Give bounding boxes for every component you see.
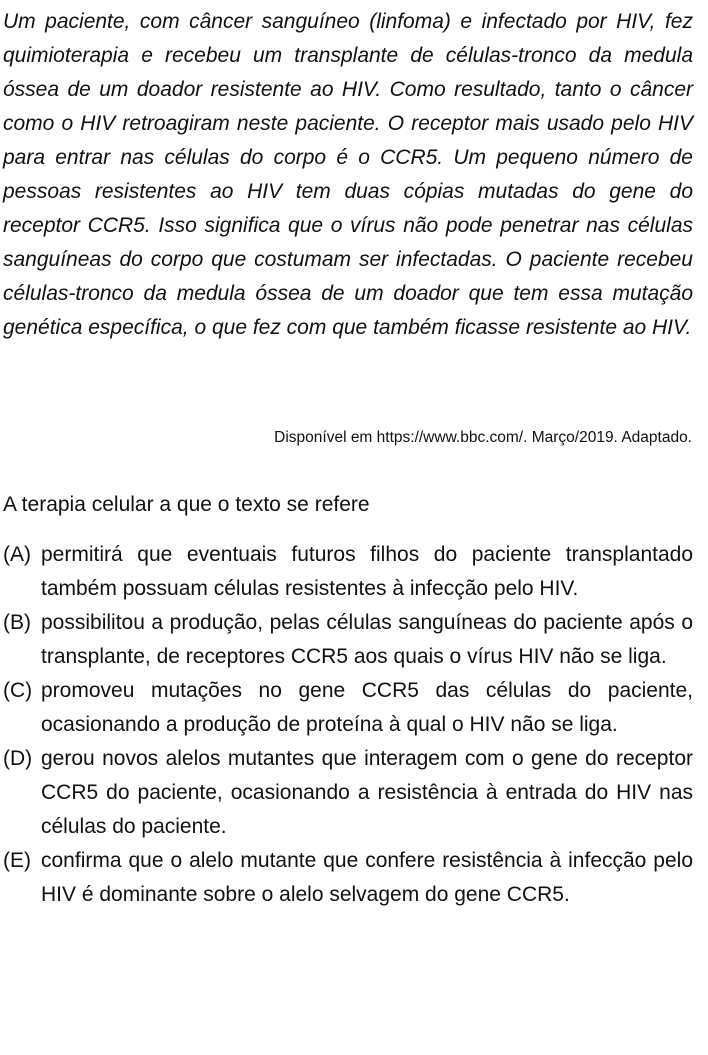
option-text: gerou novos alelos mutantes que interagem com o gene do receptor CCR5 do paciente, ocasionando a resistência à entrada do HIV nas células do paciente. (41, 747, 693, 838)
answer-option-c[interactable] (3, 674, 693, 742)
option-letter: (B) (3, 611, 31, 634)
option-text: promoveu mutações no gene CCR5 das células do paciente, ocasionando a produção de proteína à qual o HIV não se liga. (41, 679, 693, 736)
option-text: possibilitou a produção, pelas células sanguíneas do paciente após o transplante, de receptores CCR5 aos quais o vírus HIV não se liga. (41, 611, 693, 668)
option-letter: (C) (3, 679, 33, 702)
option-text: permitirá que eventuais futuros filhos do paciente transplantado também possuam células resistentes à infecção pelo HIV. (41, 543, 693, 600)
answer-option-e[interactable] (3, 844, 693, 912)
answer-option-b[interactable] (3, 606, 693, 674)
answer-option-a[interactable] (3, 538, 693, 606)
answer-options (3, 538, 693, 912)
source-citation: Disponível em https://www.bbc.com/. Março/2019. Adaptado. (274, 429, 692, 446)
option-letter: (E) (3, 849, 31, 872)
answer-option-d[interactable] (3, 742, 693, 844)
option-letter: (A) (3, 543, 31, 566)
passage-text: Um paciente, com câncer sanguíneo (linfoma) e infectado por HIV, fez quimioterapia e recebeu um transplante de células-tronco da medula óssea de um doador resistente ao HIV. Como resultado, tanto o câncer como o HIV retroagiram neste paciente. O receptor mais usado pelo HIV para entrar nas células do corpo é o CCR5. Um pequeno número de pessoas resistentes ao HIV tem duas cópias mutadas do gene do receptor CCR5. Isso significa que o vírus não pode penetrar nas células sanguíneas do corpo que costumam ser infectadas. O paciente recebeu células-tronco da medula óssea de um doador que tem essa mutação genética específica, o que fez com que também ficasse resistente ao HIV. (3, 10, 693, 339)
option-letter: (D) (3, 747, 33, 770)
question-prompt: A terapia celular a que o texto se refere (3, 493, 370, 516)
option-text: confirma que o alelo mutante que confere resistência à infecção pelo HIV é dominante sobre o alelo selvagem do gene CCR5. (41, 849, 693, 906)
